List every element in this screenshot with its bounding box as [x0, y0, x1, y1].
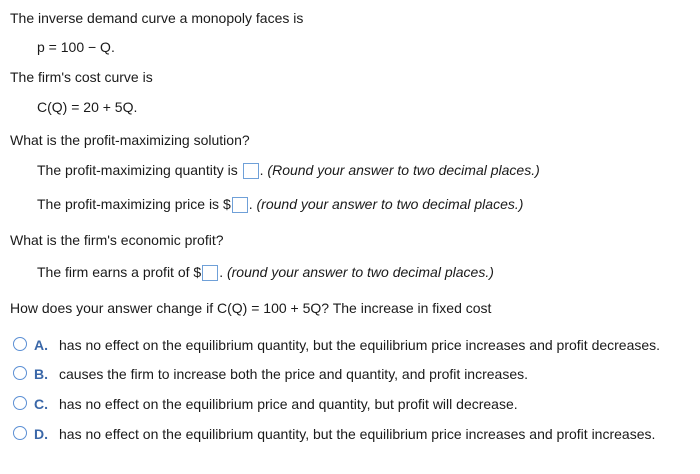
question-fixed-cost: How does your answer change if C(Q) = 100 + 5Q? The increase in fixed cost — [10, 300, 492, 316]
quantity-row: The profit-maximizing quantity is . (Round your answer to two decimal places.) — [37, 162, 540, 178]
option-letter: A. — [34, 337, 48, 353]
option-text: has no effect on the equilibrium price and quantity, but profit will decrease. — [59, 396, 518, 412]
option-text: causes the firm to increase both the price and quantity, and profit increases. — [59, 366, 528, 382]
option-text: has no effect on the equilibrium quantity, but the equilibrium price increases and profit decreases. — [59, 337, 661, 353]
intro-text: The inverse demand curve a monopoly faces is — [10, 10, 304, 26]
cost-equation: C(Q) = 20 + 5Q. — [37, 99, 138, 115]
price-row: The profit-maximizing price is $ . (round your answer to two decimal places.) — [37, 196, 524, 212]
option-letter: B. — [34, 366, 48, 382]
option-text: has no effect on the equilibrium quantity, but the equilibrium price increases and profit increases. — [59, 426, 656, 442]
price-hint: (round your answer to two decimal places.) — [256, 196, 524, 212]
profit-answer-input[interactable] — [202, 265, 218, 281]
radio-icon[interactable] — [13, 396, 27, 410]
profit-hint: (round your answer to two decimal places.) — [226, 264, 494, 280]
radio-icon[interactable] — [13, 366, 27, 380]
question-profit-max: What is the profit-maximizing solution? — [10, 132, 250, 148]
price-label: The profit-maximizing price is $ — [37, 196, 231, 212]
price-answer-input[interactable] — [232, 197, 248, 213]
quantity-answer-input[interactable] — [243, 163, 259, 179]
radio-icon[interactable] — [13, 337, 27, 351]
option-letter: C. — [34, 396, 48, 412]
quantity-hint: (Round your answer to two decimal places.) — [267, 162, 540, 178]
option-letter: D. — [34, 426, 48, 442]
demand-equation: p = 100 − Q. — [37, 39, 115, 55]
quantity-label: The profit-maximizing quantity is — [37, 162, 238, 178]
profit-label: The firm earns a profit of $ — [37, 264, 202, 280]
radio-icon[interactable] — [13, 426, 27, 440]
cost-intro-text: The firm's cost curve is — [10, 69, 153, 85]
question-economic-profit: What is the firm's economic profit? — [10, 232, 224, 248]
profit-row: The firm earns a profit of $ . (round your answer to two decimal places.) — [37, 264, 494, 280]
